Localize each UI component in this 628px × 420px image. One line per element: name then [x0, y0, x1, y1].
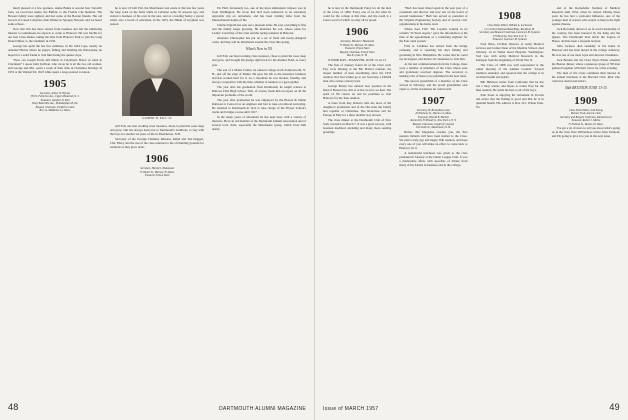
paragraph: Charles Ingram has sent out a pleasant letter. He says everything is fine and the family keeps growing. He mentions his son, whose plans for Ladies' Lawn Day of the class and the spring reunions in Hanover.: [212, 23, 306, 36]
officer-line: Bequest Chairman, Frederick Clark: [35, 105, 75, 109]
paragraph: The year after his graduation from Dartmouth, he taught science at Bellows Falls High School. This, of course, made him an expert on all the important problems of the world.: [212, 84, 306, 97]
paragraph: Now that Jim has more retired from business and left the lumbering interest to Gruntnesen, he expects to come to Hanover. He was lurchis for our best Class dinner, taking his time from Hanover Park to join the Long Island Oliner, to the Glemmer in 1956.: [8, 27, 102, 44]
officer-line: Secretary, Arthur W. Hyman: [39, 91, 71, 95]
paragraph: I've got a lot of news to tell you about what's going on in the class. Pete Whittemore writes from Vermont, and I'm going to give it to you in the next issue.: [551, 126, 620, 139]
right-column-2: [399, 6, 467, 390]
officer-line: Secretary and Bequest Chairman, Lawrence M. Symmes: [479, 31, 540, 34]
officer-line: Bequest Chairman, Joseph W. Gannon: [412, 122, 455, 126]
paragraph: A testimonial luncheon was given to the class president in January at the Union League Club. It was a memorable affair, with speeches of tribute from many of his friends in business and in the college.: [399, 151, 468, 168]
class-year-heading: 1909: [574, 94, 598, 107]
paragraph: Ed. Hall, fortunately too, one of the most enthusiastic helpers was in from Washington. He wrote that he'd been sentenced to an extremely enjoyable trip on retirement, and has been visiting folks from the Massachusetts homes of his.: [212, 6, 306, 23]
officer-line: Treasurer, Harold B. Bartlett: [417, 115, 449, 119]
left-column-2: [110, 6, 204, 390]
page-number: 49: [609, 402, 620, 412]
officer-line: Treasurer, Laurence M. Symmes: [492, 38, 527, 41]
paragraph: he is now in the Dartmouth Fund, for all the men of the Class of 1906. Every one of us did what he could for the college at this time, and the result is a Class record of which we may all be proud.: [323, 6, 392, 23]
officer-line: Treasurer, Ernest Nash: [344, 47, 370, 51]
officer-line: 556 N. Fullerton Ave., Upper Montclair, N. J.: [30, 95, 80, 99]
officer-line: Bequest Chairman, Ernest Nash: [339, 50, 375, 54]
paragraph: At the last commencement from the College, there were a number of members of the Class whose sons and grandsons received degrees. The secretary is making a list of these to be published in the next issue.: [399, 61, 468, 78]
paragraph: Jack Bowdish, ahead of us in world leadership of the country, has been honored by the King and the Queen. The Dartmouth man holds the Legion of Honor, and has been a frequent lecturer.: [551, 27, 620, 44]
paragraph: The men of the Class continued their interest in the annual luncheon at the Harvard Club. Men who could not attend sent letters.: [551, 70, 620, 83]
paragraph: JUNIOR DAY—HANOVER, JUNE 13-14, 15: [328, 57, 387, 62]
class-year-heading: 1908: [498, 10, 522, 22]
photo-caption: GILBERT H. FALL '22: [142, 117, 172, 121]
officer-line: 75 Federal St., Boston 10, Mass.: [568, 122, 604, 126]
class-year-heading: 1906: [345, 26, 369, 39]
officer-line: Pioneer Trail, Aurora, Ohio: [570, 112, 601, 116]
right-column-4: [552, 6, 620, 390]
paragraph: Gill Fall, our hard working class treasurer, chose to plant his roses deep and grow, and brought his pledge right back for the Alumni Fund, as every year.: [212, 54, 306, 67]
reunion-note: 56th REUNION JUNE 13-15: [564, 85, 607, 90]
paragraph: Gill Fall, our best working class treasurer, chose to plant his roses deep and grow. Gill has always been true to Dartmouth's traditions, to stay with the boys for another six years of life in Manchester, N.H.: [110, 123, 204, 136]
officer-line: 75 Winter St., Melrose 76, Mass.: [339, 43, 375, 47]
officer-line: Secretary, Harold J. Hammond: [340, 40, 374, 44]
paragraph: George has spent the last few summers, in his 1924 Cape, nearby on Annabel Harbor where he enjoys, fishing and building his Wind-plane, he hoped for a solid friend to visit him during the quieter days.: [8, 44, 102, 57]
officer-line: Treasurer, Lambert D. Kirk: [40, 98, 70, 102]
paragraph: Bill Hubbard writes from California that he has had a busy winter, and hopes to return East for the June reunion. He sends his best to all of the boys.: [475, 79, 544, 93]
magazine-name: DARTMOUTH ALUMNI MAGAZINE: [219, 406, 306, 412]
class-officers: [110, 167, 204, 178]
page-footer: [8, 402, 306, 412]
paragraph: and of the Rockefeller Institute of Medical Research until 1954, when he retired. During those years he has had a profound influence, one of the younger men of science who stayed to help in the fight against disease.: [551, 6, 620, 27]
paragraph: Secretary of the Foreign Chamber Mission, Ralph and Ted Daggert, Chic Ellery and the rest of the class returned to the old hunting grounds for reunions as they grew older.: [110, 136, 204, 149]
paragraph: Fritz A. Laidman has retired from the bridge company, and is spending his days fishing and gardening in New Hampshire. He writes that he could not be happier, and invites all classmates to visit him.: [399, 44, 468, 61]
officer-line: 173 Beverley, New York 9, N. Y.: [492, 34, 527, 38]
paragraph: The year after graduation he was employed by the Boston & Maine Railroad at Concord as an engineer and had to take on railroad surveying. He returned to Dartmouth in 1911 to take charge of the Thayer School's tracks and bridges course until 1917.: [212, 97, 306, 115]
paragraph: "How can Joseph Fardy still blinds in Cincinnati. Honor of some in Cincinnati" I quote John Sullivan, who wrote he is all the two old women, and George and Mrs. spent a week of their time in Christmas holidays in 1955 at the Waldorf Dr. Wolf while spent a long-awaited vacation.: [8, 57, 102, 74]
class-officers: [399, 109, 467, 130]
officer-line: Box 8, Lyme, N. H.: [346, 54, 368, 58]
paragraph: The Class of 1908 was well represented at the winter meeting of the Alumni Council. Several members attended, and reported that the college is in excellent health and spirits.: [475, 62, 544, 79]
page-number: 48: [8, 402, 19, 412]
officer-line: c/o Central National Bank Bldg., Rockford, Ill.: [484, 27, 535, 31]
officer-line: 104 South St., Manchester, N. H.: [415, 126, 451, 130]
paragraph: Where does Fitz? The Loyalist Journal in its column "In Years Agone," gave the information at the time of his appointment as a consulting engineer for the Erie canal system.: [399, 27, 468, 44]
portrait-photo: [122, 30, 192, 116]
paragraph: A letter from Ray Roberts tells the news of his daughter's graduation and of the fine time the family had together at Christmas. The Robertses sail for Europe in May for a three months' stay abroad.: [323, 101, 392, 118]
officer-line: Treasurer, Robert J. Mehne: [571, 119, 601, 123]
officer-line: 45 Pinckney St., Boston 14, Mass.: [415, 112, 452, 116]
paragraph: Alternate Christopher has put on a set of fresh and newly-designed cards, and they will be distributed around the Class this spring.: [212, 36, 306, 45]
paragraph: "Herb has been licked again in the past year of a consultant and director and now sits on the board of several businesses." Herb has served as president of the Virginia Engineering Society and of several civic organizations in his home town.: [399, 6, 468, 27]
officer-line: 75 Winter St., Melrose 76, Mass.: [139, 170, 175, 174]
class-officers: [476, 24, 544, 42]
section-heading: What's New in '05: [246, 47, 272, 52]
officer-line: Room 610, 39 Broad St., New York 4, N. Y.: [410, 119, 457, 123]
paragraph: much pleased at a few gestures. Annie Banks is second best Travelin' Jana, we recovered Annie, the Buffalo to the Florida Cite hundred. The Bowers family were sighted, and met some of the Boston friends. The old Groves of Laurel Lafayette, their Dinner in Sprague Newark, and we heard some echoes.: [8, 6, 102, 27]
officer-line: Class Notes Editor, Jack Ewing: [568, 108, 603, 112]
page-footer: [323, 402, 620, 412]
paragraph: The newest grandchild of a member of the Class arrived in February, and the proud grandfather sent cigars to all the classmates he could reach.: [399, 78, 468, 91]
paragraph: George Emery has entered new pastures in the field of Boston law, still as active as ever, we hear. The spirit of '06 carries on and he promises to visit Hanover for the June reunion.: [323, 83, 392, 101]
right-column-3: [476, 6, 544, 390]
class-year-heading: 1906: [145, 153, 169, 166]
paragraph: Paul Stone is enjoying his retirement in Florida and writes that the fishing is good and that he is in splendid health. His address is Box 221, Winter Park, Fla.: [475, 93, 544, 110]
officer-line: Class Notes Editor, William A. Lockwood: [487, 24, 532, 27]
paragraph: Before this Magazine reaches you, the first reunion bulletin will have been mailed to the Class. We plan a truly gay and happy 50th reunion, and hope every one of you will make an effort to come back to Hanover for it.: [399, 129, 468, 151]
class-year-heading: 1905: [43, 77, 67, 90]
paragraph: The class dinner at the Dartmouth Club of New York was held on March 7. It was a great success, with fourteen members attending and many more sending greetings.: [323, 118, 392, 135]
officer-line: Stony Batesville Ave., Philadelphia 28, Pa.: [31, 102, 78, 106]
issue-label: Issue of MARCH 1957: [323, 406, 379, 412]
class-officers: [8, 92, 102, 113]
officer-line: Secretary, Harold J. Hammond: [140, 167, 174, 171]
paragraph: The son of a Maine farmer, he entered college from Somersworth, N. H., just off the edge of Maine. He gave his life to the insurance business and has worked hard for it. As a classmate he was modest, friendly, and always cooperative with his time, whether at reunion or a get-together.: [212, 67, 306, 84]
paragraph: The first of January found all of the Class well. Few were missing at the Bar Harbor reunion, the largest number of men assembling since the 1956 reunion. Our best wishes go to our Secretary, a faithful man who carries a heavy load.: [323, 62, 392, 83]
left-column-3: [212, 6, 306, 390]
paragraph: John Jackson died suddenly at his home in Hanover and has been buried in the college cemetery. He was one of our most loyal and devoted classmates.: [551, 44, 620, 57]
officer-line: Secretary and Bequest Chairman, Richard Goss: [560, 115, 612, 119]
class-officers: [323, 40, 391, 58]
paragraph: Fred Stiles, Civilian Director of Army Medical Services and former Dean of the Medical School, died February 14 in Walter Reed Hospital, Washington. Fred was with Army Medical Research in the Pentagon from the beginning of World War II.: [475, 41, 544, 62]
right-page: [314, 0, 628, 420]
class-year-heading: 1907: [421, 94, 445, 107]
paragraph: In the many years of retirement he has kept busy with a variety of interests. He is an old member of the Dartmouth Alumni Association and of several local clubs, especially the Manchester group, which loves him dearly.: [212, 115, 306, 132]
officer-line: Treasurer, Ernest Nash: [144, 174, 170, 178]
officer-line: Secretary, H. Richardson Lane: [416, 108, 450, 112]
officer-line: Box 14, Middleton 12, Mass.: [39, 109, 71, 113]
right-column-1: [323, 6, 391, 390]
paragraph: Jack Bolden and the Class News Editor attended the Boston dinner, where a generous group of '08 men gathered together with their wives for a fine evening.: [551, 57, 620, 70]
paragraph: he is now 10 Gill Fall, the Manchester real estate is this last few years the long work on the field, while in Lebanon some 52 seasons ago, and started a business of his own in the past, and as a leading Salary a grown small, also a board of education, in the 1953, the Hindu of Gryphon was passed.: [110, 6, 204, 27]
class-officers: [552, 109, 620, 127]
left-column-1: [8, 6, 102, 390]
